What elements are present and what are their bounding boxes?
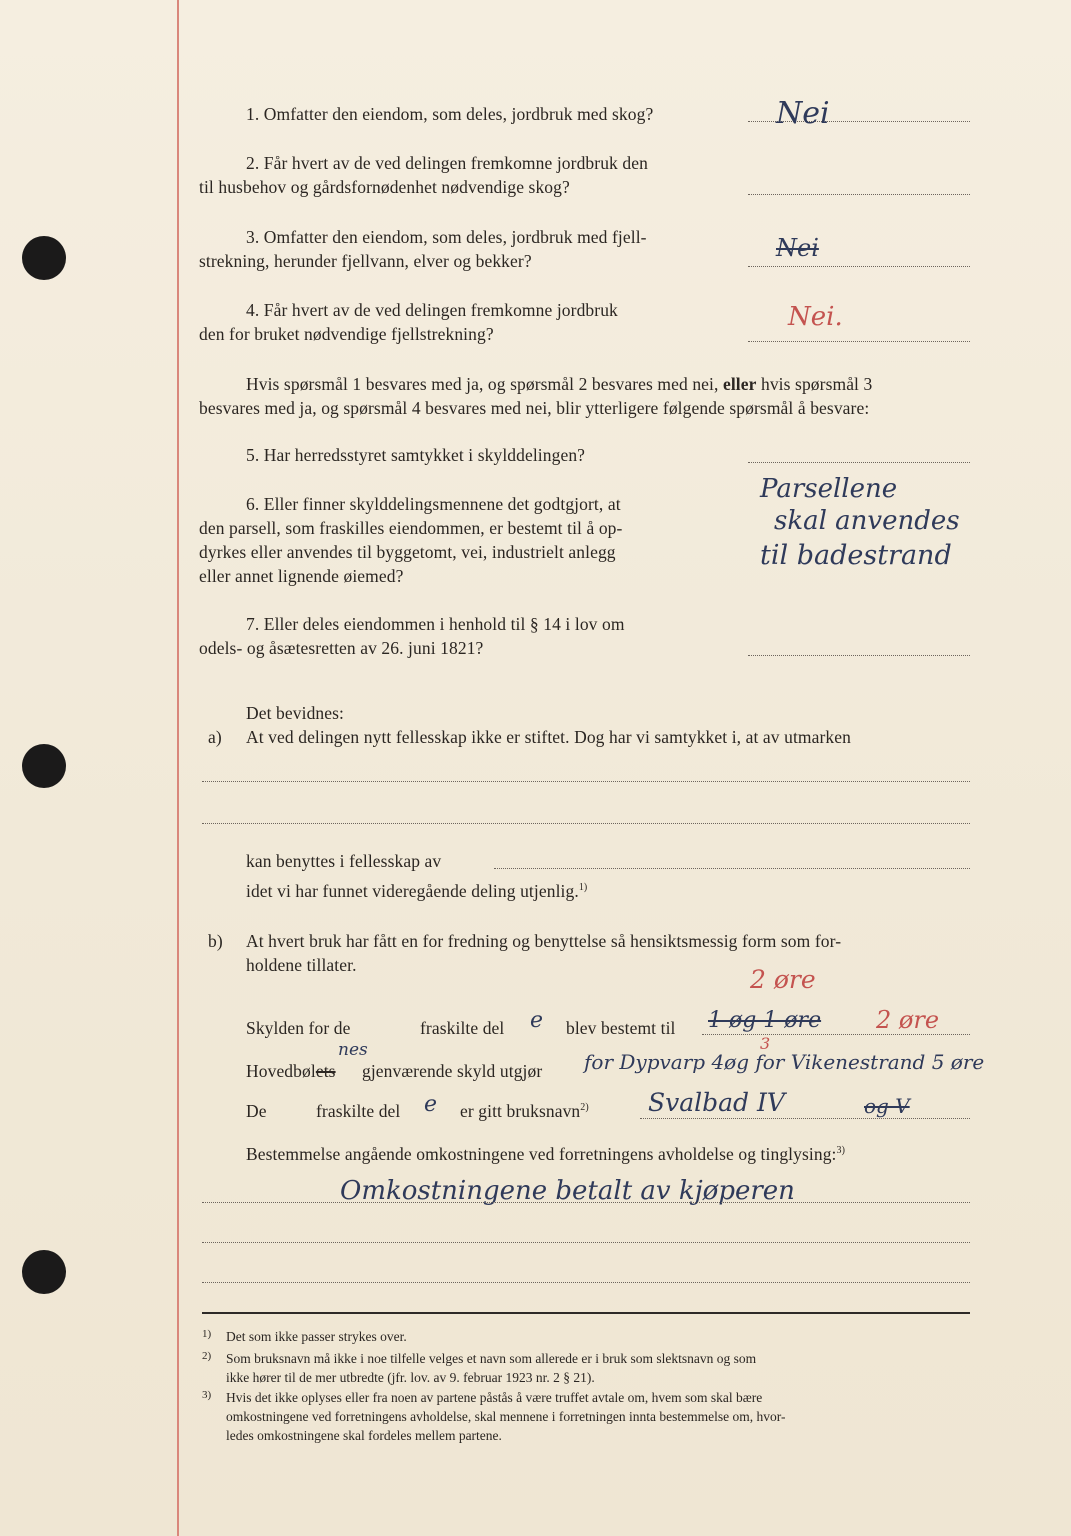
footnote-1: Det som ikke passer strykes over. <box>226 1329 407 1344</box>
skyld-row5-handwritten: Omkostningene betalt av kjøperen <box>340 1176 795 1206</box>
skyld-row2-b: gjenværende skyld utgjør <box>362 1061 543 1081</box>
footnote-separator <box>202 1312 970 1314</box>
skyld-row3-b: fraskilte del <box>316 1101 401 1121</box>
bevidnes-b-label: b) <box>208 931 223 951</box>
skyld-row1-hw-struck: 1 øg 1 øre <box>708 1008 822 1033</box>
footnote-3-line1: Hvis det ikke oplyses eller fra noen av partene påstås å være truffet avtale om, hvem som skal bære <box>226 1390 763 1405</box>
bevidnes-b-text1: At hvert bruk har fått en for fredning og benyttelse så hensiktsmessig form som for- <box>246 931 842 951</box>
question-4-line2: den for bruket nødvendige fjellstrekning? <box>199 324 494 344</box>
intro-line1: Hvis spørsmål 1 besvares med ja, og spørsmål 2 besvares med nei, eller hvis spørsmål 3 <box>246 374 873 394</box>
question-2-line1: 2. Får hvert av de ved delingen fremkomne jordbruk den <box>246 153 648 173</box>
question-7-line1: 7. Eller deles eiendommen i henhold til § 14 i lov om <box>246 614 625 634</box>
skyld-blank-3 <box>202 1282 970 1283</box>
skyld-row1-b: fraskilte del <box>420 1018 505 1038</box>
answer-line-2 <box>748 194 970 195</box>
skyld-row1-hw-suffix: e <box>530 1008 544 1033</box>
skyld-blank-2 <box>202 1242 970 1243</box>
answer-1-handwritten: Nei <box>776 96 830 131</box>
skyld-row4: Bestemmelse angående omkostningene ved forretningens avholdelse og tinglysing:$^{3)}$ <box>246 1144 846 1164</box>
skyld-handwritten-above: 2 øre <box>750 965 816 994</box>
footnote-3-line3: ledes omkostningene skal fordeles mellem partene. <box>226 1428 502 1443</box>
skyld-row3-hw-value: Svalbad IV <box>648 1088 785 1117</box>
punch-hole-bottom <box>22 1250 66 1294</box>
footnote-3-line2: omkostningene ved forretningens avholdelse, skal mennene i forretningen innta bestemmelse om, hvor- <box>226 1409 786 1424</box>
bevidnes-a-line2: kan benyttes i fellesskap av <box>246 851 442 871</box>
question-3-line1: 3. Omfatter den eiendom, som deles, jordbruk med fjell- <box>246 227 647 247</box>
answer-3-handwritten-struck: Nei <box>776 234 819 262</box>
bevidnes-a-label: a) <box>208 727 222 747</box>
skyld-row1-line <box>702 1034 970 1035</box>
bevidnes-a-line3: idet vi har funnet videregående deling utjenlig.$^{1)}$ <box>246 881 588 901</box>
footnote-3-num: 3) <box>202 1389 212 1401</box>
footnote-2-num: 2) <box>202 1350 212 1362</box>
bevidnes-a-blank-2 <box>202 823 970 824</box>
answer-line-5 <box>748 462 970 463</box>
bevidnes-b-text2: holdene tillater. <box>246 955 357 975</box>
answer-line-7 <box>748 655 970 656</box>
question-2-line2: til husbehov og gårdsfornødenhet nødvendige skog? <box>199 177 570 197</box>
answer-line-3 <box>748 266 970 267</box>
footnote-2-line1: Som bruksnavn må ikke i noe tilfelle velges et navn som allerede er i bruk som slektsnavn og som <box>226 1351 757 1366</box>
bevidnes-a-text: At ved delingen nytt fellesskap ikke er stiftet. Dog har vi samtykket i, at av utmarken <box>246 727 851 747</box>
question-3-line2: strekning, herunder fjellvann, elver og bekker? <box>199 251 532 271</box>
skyld-row1-c: blev bestemt til <box>566 1018 676 1038</box>
question-6-line4: eller annet lignende øiemed? <box>199 566 404 586</box>
skyld-row3-c: er gitt bruksnavn$^{2)}$ <box>460 1101 589 1121</box>
question-6-line2: den parsell, som fraskilles eiendommen, er bestemt til å op- <box>199 518 623 538</box>
skyld-row1-hw-value: 2 øre <box>876 1006 940 1034</box>
bevidnes-a-blank-1 <box>202 781 970 782</box>
margin-line <box>177 0 179 1536</box>
punch-hole-top <box>22 236 66 280</box>
intro-line2: besvares med ja, og spørsmål 4 besvares med nei, blir ytterligere følgende spørsmål å besvare: <box>199 398 870 418</box>
question-4-line1: 4. Får hvert av de ved delingen fremkomne jordbruk <box>246 300 618 320</box>
answer-4-handwritten: Nei. <box>788 302 843 332</box>
question-5: 5. Har herredsstyret samtykket i skylddelingen? <box>246 445 586 465</box>
skyld-row3-line <box>640 1118 970 1119</box>
question-6-line1: 6. Eller finner skylddelingsmennene det godtgjort, at <box>246 494 621 514</box>
skyld-row2-hw-insert: nes <box>338 1040 368 1060</box>
bevidnes-a-blank-3 <box>494 868 970 869</box>
skyld-row3-a: De <box>246 1101 267 1121</box>
skyld-row3-hw-suffix: e <box>424 1092 438 1117</box>
skyld-blank-1 <box>202 1202 970 1203</box>
punch-hole-middle <box>22 744 66 788</box>
question-1: 1. Omfatter den eiendom, som deles, jordbruk med skog? <box>246 104 654 124</box>
question-7-line2: odels- og åsætesretten av 26. juni 1821? <box>199 638 484 658</box>
skyld-row1-a: Skylden for de <box>246 1018 351 1038</box>
footnote-2-line2: ikke hører til de mer utbredte (jfr. lov. av 9. februar 1923 nr. 2 § 21). <box>226 1370 595 1385</box>
footnote-1-num: 1) <box>202 1328 212 1340</box>
answer-line-4 <box>748 341 970 342</box>
skyld-row3-hw-struck: og V <box>864 1094 910 1118</box>
answer-6-handwritten-3: til badestrand <box>760 540 952 571</box>
bevidnes-heading: Det bevidnes: <box>246 703 345 723</box>
answer-6-handwritten-2: skal anvendes <box>774 506 960 536</box>
answer-6-handwritten-1: Parsellene <box>760 474 898 504</box>
question-6-line3: dyrkes eller anvendes til byggetomt, vei, industrielt anlegg <box>199 542 616 562</box>
skyld-row2-a: Hovedbølets <box>246 1061 336 1081</box>
skyld-row2-hw-value: for Dypvarp 4øg for Vikenestrand 5 øre <box>584 1050 985 1074</box>
skyld-row2-hw-above: 3 <box>760 1034 771 1053</box>
